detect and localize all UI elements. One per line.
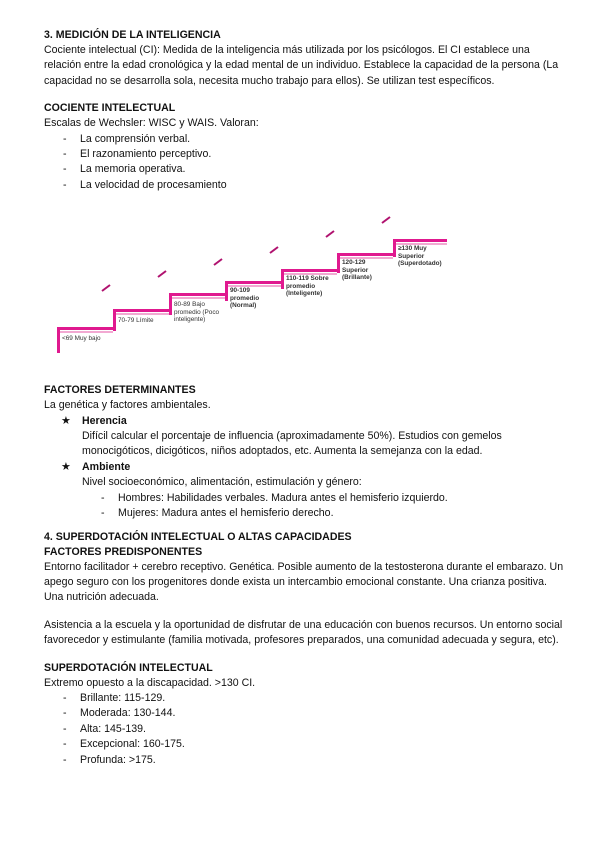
list-item: - Brillante: 115-129. [44,691,564,706]
step-label-promedio: 90-109 promedio (Normal) [230,287,260,310]
list-item: - Mujeres: Madura antes el hemisferio derecho. [44,506,564,521]
list-item: - Profunda: >175. [44,753,564,768]
step-label-sobre-promedio: 110-119 Sobre promedio (Inteligente) [286,275,329,298]
list-item: - Moderada: 130-144. [44,706,564,721]
ambiente-text: Nivel socioeconómico, alimentación, estimulación y género: [82,476,362,489]
factores-det-intro: La genética y factores ambientales. [44,399,211,412]
step-label-muy-bajo: <69 Muy bajo [62,335,101,343]
superdotacion-intro: Extremo opuesto a la discapacidad. >130 CI. [44,676,256,689]
list-item: - La velocidad de procesamiento [44,178,564,193]
factores-pred-heading: FACTORES PREDISPONENTES [44,545,203,558]
superdotacion-list [44,691,564,768]
step-label-bajo-promedio: 80-89 Bajo promedio (Poco inteligente) [174,301,220,324]
ci-heading: COCIENTE INTELECTUAL [44,102,176,115]
list-item: - Hombres: Habilidades verbales. Madura antes el hemisferio izquierdo. [44,491,564,506]
section4-paragraph-2: Asistencia a la escuela y la oportunidad de disfrutar de una educación con buenos recursos. Un entorno social favorecedor y estimulante (familia motivada, profesores preparados, una comunidad adecuada y segura, etc). [44,618,563,647]
ci-staircase-diagram [50,199,470,375]
list-item: - El razonamiento perceptivo. [44,147,564,162]
section4-paragraph-1: Entorno facilitador + cerebro receptivo. Genética. Posible aumento de la testosterona durante el embarazo. Un apego seguro con los progenitores donde exista un intercambio emocional constante. Una crianza positiva. Una nutrición adecuada. [44,560,564,604]
section3-heading: 3. MEDICIÓN DE LA INTELIGENCIA [44,29,221,41]
step-label-limite: 70-79 Límite [118,317,154,325]
superdotacion-heading: SUPERDOTACIÓN INTELECTUAL [44,661,213,674]
list-item: - La memoria operativa. [44,162,564,177]
list-item: - Alta: 145-139. [44,722,564,737]
ambiente-list [44,491,564,522]
list-item: - Excepcional: 160-175. [44,737,564,752]
herencia-item [44,414,564,429]
document-page [44,28,564,768]
section3-paragraph: Cociente intelectual (CI): Medida de la inteligencia más utilizada por los psicólogos. El CI establece una relación entre la edad cronológica y la edad mental de un individuo. Establece la capacidad de la persona (La capacidad no se desarrolla sola, necesita mucho trabajo para ellos). Se utilizan test específicos. [44,44,559,87]
star-bullet-icon: ★ [61,414,71,427]
factores-det-heading: FACTORES DETERMINANTES [44,384,196,397]
ci-intro: Escalas de Wechsler: WISC y WAIS. Valoran: [44,117,259,130]
herencia-text: Difícil calcular el porcentaje de influencia (aproximadamente 50%). Estudios con gemelos monocigóticos, dicigóticos, niños adoptados, etc. Aumenta la semejanza con la edad. [82,430,502,458]
section4-heading: 4. SUPERDOTACIÓN INTELECTUAL O ALTAS CAPACIDADES [44,530,352,543]
ci-list [44,132,564,194]
list-item: - La comprensión verbal. [44,132,564,147]
ambiente-item [44,460,564,475]
step-label-muy-superior: ≥130 Muy Superior (Superdotado) [398,245,442,268]
herencia-title: Herencia [82,414,127,427]
star-bullet-icon: ★ [61,460,71,473]
ambiente-title: Ambiente [82,460,131,473]
step-label-superior: 120-129 Superior (Brillante) [342,259,372,282]
